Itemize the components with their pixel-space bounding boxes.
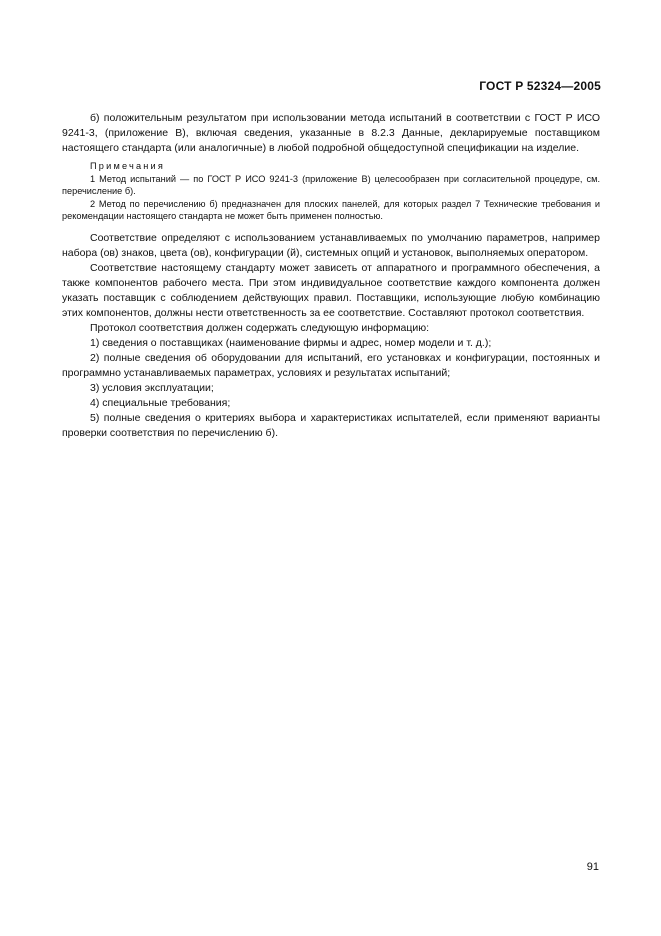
notes-title: Примечания <box>90 161 166 171</box>
notes-block <box>62 160 600 223</box>
list-item: 3) условия эксплуатации; <box>90 381 214 394</box>
paragraph-protocol-intro: Протокол соответствия должен содержать следующую информацию: <box>90 321 430 334</box>
item-b-paragraph: б) положительным результатом при использовании метода испытаний в соответствии с ГОСТ Р ИСО 9241-3, (приложение В), включая сведения, указанные в 8.2.3 Данные, декларируемые поставщиком настоящего стандарта (или аналогичные) в любой подробной общедоступной спецификации на изделие. <box>62 112 600 154</box>
note-2: 2 Метод по перечислению б) предназначен для плоских панелей, для которых раздел 7 Технические требования и рекомендации настоящего стандарта не может быть применен полностью. <box>62 198 600 221</box>
list-item: 1) сведения о поставщиках (наименование фирмы и адрес, номер модели и т. д.); <box>90 336 492 349</box>
paragraph-compliance-hardware: Соответствие настоящему стандарту может зависеть от аппаратного и программного обеспечения, а также компонентов рабочего места. При этом индивидуальное соответствие каждого компонента должен указать поставщик с соблюдением действующих правил. Поставщики, использующие любую комбинацию этих компонентов, должны нести ответственность за ее соответствие. Составляют протокол соответствия. <box>62 261 600 319</box>
paragraph-compliance-defaults: Соответствие определяют с использованием устанавливаемых по умолчанию параметров, например набора (ов) знаков, цвета (ов), конфигурации (й), системных опций и установок, выполняемых оператором. <box>62 231 600 259</box>
list-item: 4) специальные требования; <box>90 396 231 409</box>
standard-header: ГОСТ Р 52324—2005 <box>479 79 601 93</box>
page-content <box>62 111 600 441</box>
note-1: 1 Метод испытаний — по ГОСТ Р ИСО 9241-3 (приложение В) целесообразен при согласительной процедуре, см. перечисление б). <box>62 173 600 196</box>
list-item: 2) полные сведения об оборудовании для испытаний, его установках и конфигурации, постоянных и программно устанавливаемых параметрах, условиях и результатах испытаний; <box>62 351 600 379</box>
main-text-block <box>62 231 600 441</box>
list-item: 5) полные сведения о критериях выбора и характеристиках испытателей, если применяют варианты проверки соответствия по перечислению б). <box>62 411 600 439</box>
page-number: 91 <box>586 861 599 873</box>
